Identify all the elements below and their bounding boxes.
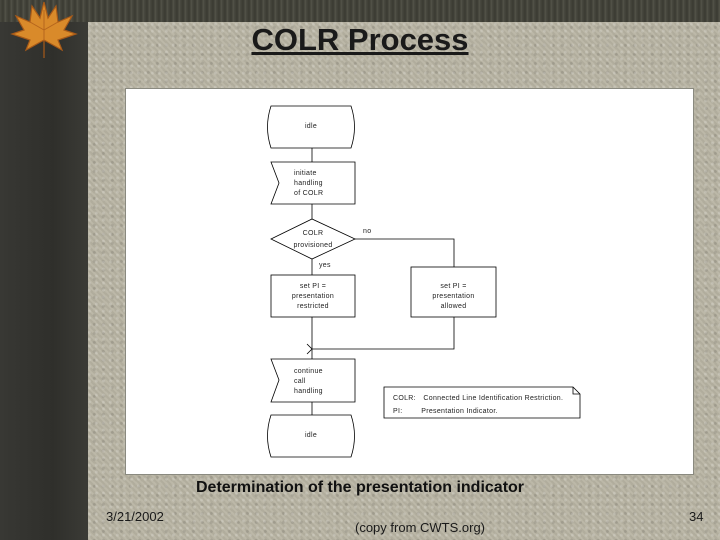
merge-line <box>312 317 454 349</box>
allowed-line-1: set PI = <box>440 283 467 290</box>
slide-title: COLR Process <box>251 22 469 57</box>
frame-top-border <box>0 0 720 22</box>
decision-line-2: provisioned <box>293 242 333 249</box>
diagram-caption: Determination of the presentation indicator <box>195 479 525 496</box>
idle-top-label: idle <box>304 123 318 130</box>
no-label: no <box>363 228 372 235</box>
merge-arrow <box>307 344 312 354</box>
legend-colr-definition: Connected Line Identification Restriction. <box>423 395 564 402</box>
allowed-line-2: presentation <box>432 293 475 300</box>
slide-number: 34 <box>689 509 704 524</box>
legend-colr-row <box>393 392 563 405</box>
restricted-line-3: restricted <box>297 303 329 310</box>
restricted-line-1: set PI = <box>299 283 327 290</box>
legend-colr-abbr: COLR: <box>393 395 416 402</box>
idle-bottom-label: idle <box>304 432 318 439</box>
initiate-line-1: initiate <box>294 170 317 177</box>
decision-line-1: COLR <box>302 230 324 237</box>
footer-date: 3/21/2002 <box>106 509 164 524</box>
continue-line-2: call <box>294 378 306 385</box>
decision-label <box>282 228 344 252</box>
yes-label: yes <box>319 262 331 269</box>
footer-source: (copy from CWTS.org) <box>355 520 486 535</box>
continue-line-3: handling <box>294 388 323 395</box>
legend-pi-abbr: PI: <box>393 408 403 415</box>
continue-line-1: continue <box>294 368 323 375</box>
left-decorative-bar <box>0 22 88 540</box>
initiate-line-3: of COLR <box>294 190 324 197</box>
initiate-label <box>294 169 323 199</box>
initiate-line-2: handling <box>294 180 323 187</box>
set-allowed-label <box>411 282 496 312</box>
legend-pi-row <box>393 405 563 418</box>
legend-text <box>393 392 563 418</box>
no-branch-line <box>355 239 454 267</box>
continue-label <box>294 367 323 397</box>
set-restricted-label <box>271 282 355 312</box>
restricted-line-2: presentation <box>291 293 335 300</box>
legend-pi-definition: Presentation Indicator. <box>421 408 498 415</box>
allowed-line-3: allowed <box>440 303 467 310</box>
flowchart-diagram <box>125 88 694 475</box>
